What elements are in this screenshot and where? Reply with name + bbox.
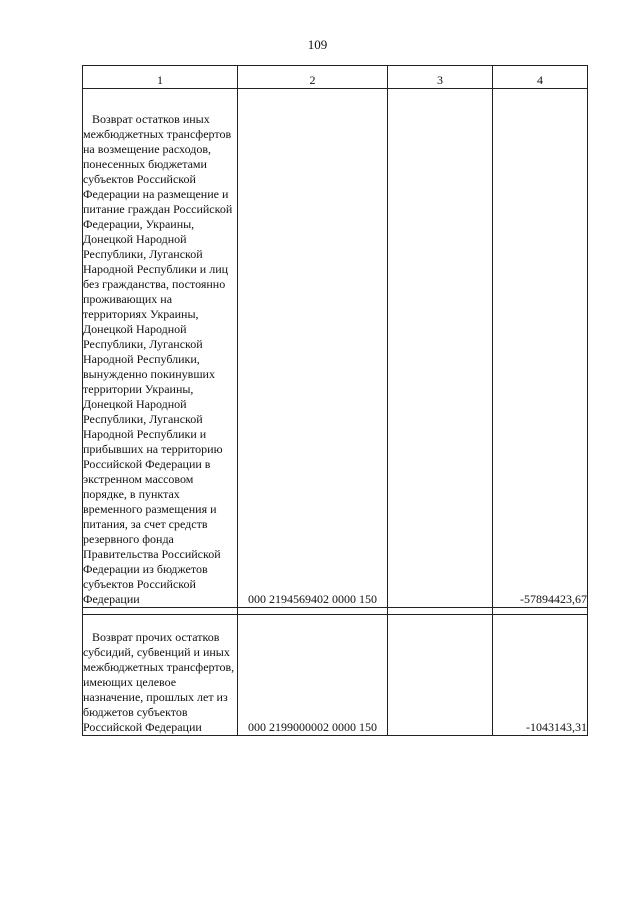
row-description-cell (83, 89, 238, 608)
row-description: Возврат остатков иных межбюджетных трансфертов на возмещение расходов, понесенных бюджетами субъектов Российской Федерации на размещение и питание граждан Российской Федерации, Украины, Донецкой Народной Республики, Луганской Народной Республики и лиц без гражданства, постоянно проживающих на территориях Украины, Донецкой Народной Республики, Луганской Народной Республики, вынужденно покинувших территории Украины, Донецкой Народной Республики, Луганской Народной Республики и прибывших на территорию Российской Федерации в экстренном массовом порядке, в пунктах временного размещения и питания, за счет средств резервного фонда Правительства Российской Федерации из бюджетов субъектов Российской Федерации (83, 112, 233, 606)
row-code: 000 2194569402 0000 150 (238, 89, 388, 608)
column-header-1: 1 (83, 66, 238, 89)
table-row (83, 615, 588, 736)
row-amount: -57894423,67 (493, 89, 588, 608)
column-header-4: 4 (493, 66, 588, 89)
table-header-row (83, 66, 588, 89)
row-amount: -1043143,31 (493, 615, 588, 736)
table-row (83, 89, 588, 608)
page-number: 109 (307, 37, 328, 52)
row-description-cell (83, 615, 238, 736)
row-col3 (388, 89, 493, 608)
column-header-3: 3 (388, 66, 493, 89)
table-row-gap (83, 608, 588, 615)
column-header-2: 2 (238, 66, 388, 89)
row-col3 (388, 615, 493, 736)
row-description: Возврат прочих остатков субсидий, субвенций и иных межбюджетных трансфертов, имеющих целевое назначение, прошлых лет из бюджетов субъектов Российской Федерации (83, 630, 235, 734)
budget-table (82, 65, 588, 736)
row-code: 000 2199000002 0000 150 (238, 615, 388, 736)
